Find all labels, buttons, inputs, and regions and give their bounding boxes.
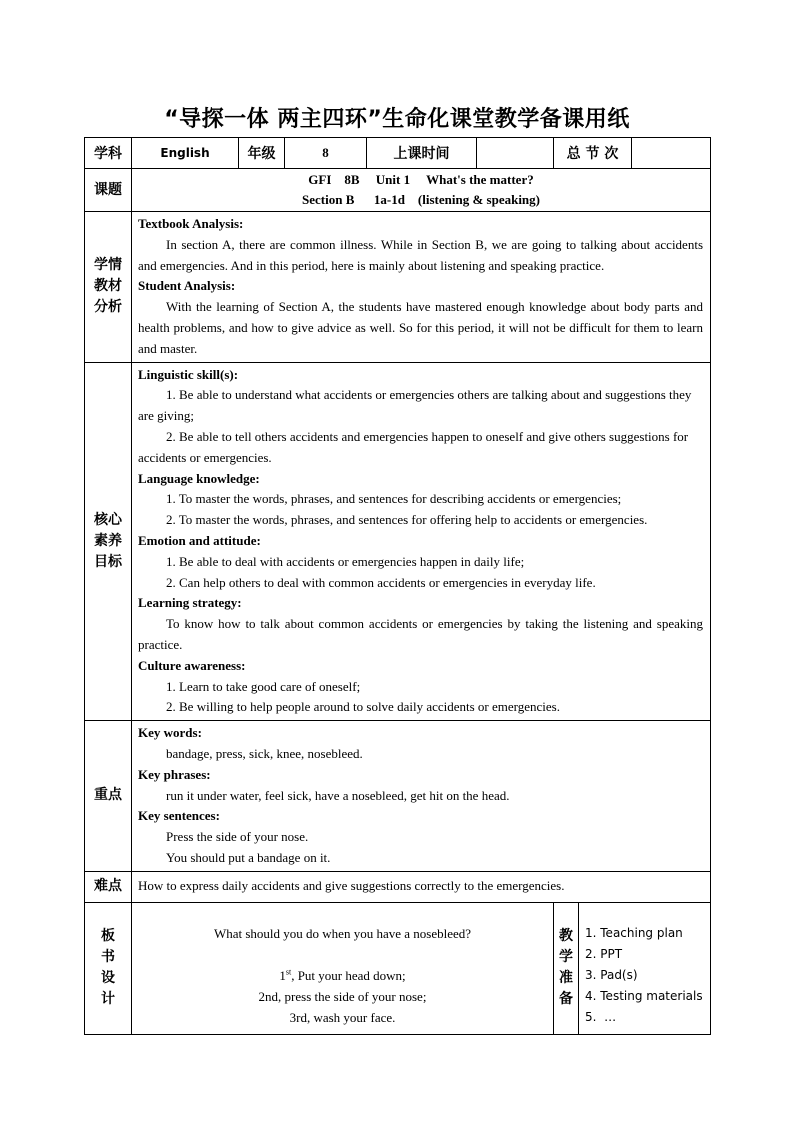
knowledge-item-1: 1. To master the words, phrases, and sentences for describing accidents or emergencies;: [166, 491, 622, 507]
student-analysis-text: With the learning of Section A, the students have mastered enough knowledge about body parts and health problems, and how to give advice as well. So for this period, it will not be difficult for them to learn and master.: [138, 299, 703, 356]
board-step-1-num: 1: [279, 968, 286, 984]
board-label-char-4: 计: [101, 991, 115, 1008]
prep-item: 1. Teaching plan: [585, 925, 683, 940]
board-step-1-text: , Put your head down;: [291, 968, 406, 984]
topic-row: [85, 169, 711, 212]
culture-item-2: 2. Be willing to help people around to solve daily accidents or emergencies.: [166, 699, 560, 715]
prep-item: 3. Pad(s): [585, 967, 638, 982]
topic-line-1: GFI 8B Unit 1 What's the matter?: [308, 172, 534, 187]
board-row: [85, 902, 711, 1034]
key-points-row: [85, 721, 711, 872]
board-step-2: 2nd, press the side of your nose;: [258, 989, 427, 1005]
lesson-plan-table: [84, 137, 711, 1035]
difficulty-label: 难点: [85, 871, 132, 902]
subject-label: 学科: [85, 138, 132, 169]
key-sentence-2: You should put a bandage on it.: [166, 849, 331, 865]
analysis-row: [85, 212, 711, 363]
key-words-text: bandage, press, sick, knee, nosebleed.: [166, 745, 363, 761]
board-label-char-1: 板: [101, 928, 115, 945]
header-row: [85, 138, 711, 169]
teaching-prep-label: [554, 902, 579, 1034]
prep-label-char-2: 学: [559, 949, 573, 966]
linguistic-item-2: 2. Be able to tell others accidents and emergencies happen to oneself and give others suggestions for accidents or emergencies.: [138, 428, 689, 465]
grade-value: 8: [285, 138, 367, 169]
textbook-analysis-heading: Textbook Analysis:: [138, 216, 244, 231]
knowledge-heading: Language knowledge:: [138, 470, 260, 486]
topic-content: [132, 169, 711, 212]
prep-item: 4. Testing materials: [585, 988, 703, 1003]
prep-item: 5. …: [585, 1009, 617, 1024]
culture-item-1: 1. Learn to take good care of oneself;: [166, 678, 361, 694]
student-analysis-heading: Student Analysis:: [138, 278, 236, 294]
key-phrases-text: run it under water, feel sick, have a nosebleed, get hit on the head.: [166, 787, 510, 803]
subject-value: English: [132, 138, 239, 169]
total-sessions-label: 总 节 次: [554, 138, 632, 169]
class-time-value: [477, 138, 554, 169]
goals-label-line-3: 目标: [94, 553, 122, 570]
goals-label-line-1: 核心: [94, 511, 122, 528]
total-sessions-value: [632, 138, 711, 169]
topic-label: 课题: [85, 169, 132, 212]
emotion-item-2: 2. Can help others to deal with common accidents or emergencies in everyday life.: [166, 574, 596, 590]
board-label-char-2: 书: [101, 949, 115, 966]
analysis-label-line-1: 学情: [94, 257, 122, 274]
board-design-label: [85, 902, 132, 1034]
analysis-label: [85, 212, 132, 363]
analysis-content: [132, 212, 711, 363]
teaching-prep-list: [579, 902, 711, 1034]
knowledge-item-2: 2. To master the words, phrases, and sentences for offering help to accidents or emergencies.: [166, 512, 648, 528]
key-phrases-heading: Key phrases:: [138, 766, 211, 782]
key-sentence-1: Press the side of your nose.: [166, 829, 309, 845]
emotion-item-1: 1. Be able to deal with accidents or emergencies happen in daily life;: [166, 553, 525, 569]
prep-label-char-3: 准: [559, 970, 573, 987]
linguistic-item-1: 1. Be able to understand what accidents or emergencies others are talking about and suggestions they are giving;: [138, 387, 692, 424]
board-step-3: 3rd, wash your face.: [289, 1010, 396, 1026]
difficulty-row: [85, 871, 711, 902]
strategy-heading: Learning strategy:: [138, 595, 242, 611]
prep-label-char-4: 备: [559, 991, 573, 1008]
key-sentences-heading: Key sentences:: [138, 808, 220, 824]
goals-row: [85, 362, 711, 721]
analysis-label-line-3: 分析: [94, 299, 122, 316]
textbook-analysis-text: In section A, there are common illness. While in Section B, we are going to talking about accidents and emergencies. And in this period, here is mainly about listening and speaking practice.: [138, 236, 703, 273]
culture-heading: Culture awareness:: [138, 657, 246, 673]
key-words-heading: Key words:: [138, 725, 202, 741]
board-label-char-3: 设: [101, 970, 115, 987]
board-question: What should you do when you have a nosebleed?: [213, 926, 472, 942]
goals-content: [132, 362, 711, 721]
linguistic-heading: Linguistic skill(s):: [138, 366, 239, 382]
strategy-item-1: To know how to talk about common accidents or emergencies by taking the listening and speaking practice.: [138, 616, 703, 652]
goals-label-line-2: 素养: [94, 532, 122, 549]
goals-label: [85, 362, 132, 721]
prep-item: 2. PPT: [585, 946, 623, 961]
class-time-label: 上课时间: [367, 138, 477, 169]
difficulty-text: How to express daily accidents and give suggestions correctly to the emergencies.: [132, 871, 711, 902]
key-points-label: 重点: [85, 721, 132, 872]
grade-label: 年级: [239, 138, 285, 169]
emotion-heading: Emotion and attitude:: [138, 532, 261, 548]
page-title: “导探一体 两主四环”生命化课堂教学备课用纸: [164, 107, 630, 132]
analysis-label-line-2: 教材: [94, 278, 122, 295]
board-step-1: [132, 965, 553, 986]
key-points-content: [132, 721, 711, 872]
prep-label-char-1: 教: [559, 928, 573, 945]
board-design-content: [132, 902, 554, 1034]
board-step-1-sup: st: [285, 967, 292, 977]
topic-line-2: Section B 1a-1d (listening & speaking): [302, 192, 540, 207]
